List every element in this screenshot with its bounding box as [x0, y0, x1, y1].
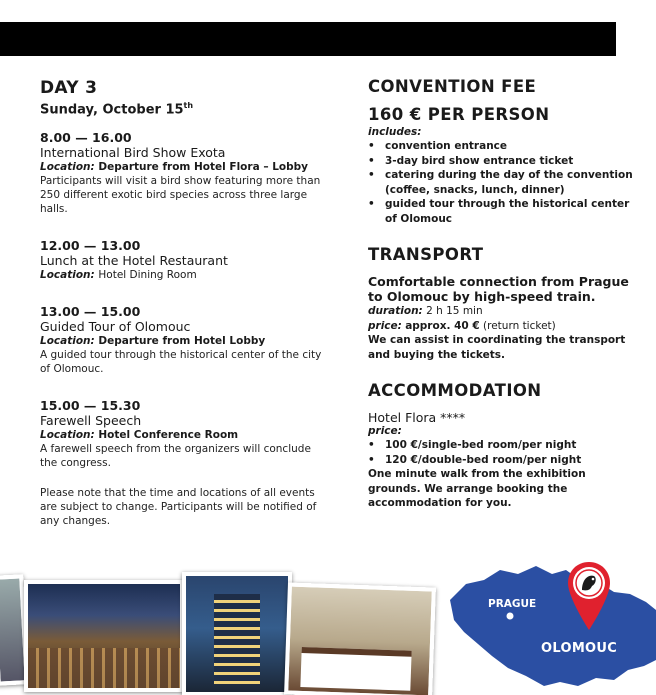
event-location: Location: Hotel Dining Room	[40, 269, 197, 282]
transport-heading: TRANSPORT	[368, 245, 484, 264]
event-title: International Bird Show Exota	[40, 145, 226, 161]
hotel-building-photo	[182, 572, 292, 695]
event-time: 15.00 — 15.30	[40, 398, 141, 414]
event-location: Location: Departure from Hotel Lobby	[40, 335, 266, 348]
accommodation-heading: ACCOMMODATION	[368, 381, 542, 400]
event-title: Farewell Speech	[40, 413, 142, 429]
list-item: • convention entrance	[368, 139, 638, 154]
day-date: Sunday, October 15th	[40, 101, 194, 118]
event-title: Guided Tour of Olomouc	[40, 319, 191, 335]
room-price-list	[368, 438, 638, 467]
event-item	[40, 304, 330, 376]
map-label-olomouc: OLOMOUC	[541, 641, 618, 656]
list-item: • 100 €/single-bed room/per night	[368, 438, 638, 453]
header-bar	[0, 22, 616, 56]
schedule-column	[40, 78, 330, 528]
fee-includes-label: includes:	[368, 126, 422, 138]
prague-dot	[507, 613, 514, 620]
transport-lead: Comfortable connection from Prague to Olomouc by high-speed train.	[368, 274, 629, 304]
fee-includes-list	[368, 139, 638, 226]
map-label-prague: PRAGUE	[488, 598, 537, 610]
day-title: DAY 3	[40, 78, 98, 98]
olomouc-square-photo	[24, 580, 184, 692]
event-description: Participants will visit a bird show featuring more than 250 different exotic bird species across three large halls.	[40, 175, 321, 216]
transport-duration: duration: 2 h 15 min	[368, 305, 483, 317]
list-item: • 3-day bird show entrance ticket	[368, 154, 638, 169]
hotel-room-photo	[284, 582, 436, 695]
list-item: • guided tour through the historical center of Olomouc	[368, 197, 638, 226]
transport-price: price: approx. 40 € (return ticket)	[368, 319, 556, 332]
event-location: Location: Departure from Hotel Flora – Lobby	[40, 161, 309, 174]
event-time: 8.00 — 16.00	[40, 130, 132, 146]
event-item	[40, 130, 330, 216]
event-location: Location: Hotel Conference Room	[40, 429, 239, 442]
czech-map	[448, 540, 656, 695]
accommodation-price-label: price:	[368, 425, 402, 437]
transport-section	[368, 244, 638, 362]
event-time: 13.00 — 15.00	[40, 304, 141, 320]
event-time: 12.00 — 13.00	[40, 238, 141, 254]
list-item: • 120 €/double-bed room/per night	[368, 453, 638, 468]
event-item	[40, 398, 330, 470]
country-shape	[450, 566, 656, 686]
fee-price: 160 € PER PERSON	[368, 105, 550, 124]
hotel-name: Hotel Flora ****	[368, 410, 466, 425]
list-item: • catering during the day of the convention (coffee, snacks, lunch, dinner)	[368, 168, 638, 197]
event-item	[40, 238, 330, 282]
event-title: Lunch at the Hotel Restaurant	[40, 253, 228, 269]
accommodation-section	[368, 380, 638, 511]
fee-section	[368, 76, 638, 226]
fee-heading: CONVENTION FEE	[368, 77, 537, 96]
accommodation-note: One minute walk from the exhibition grounds. We arrange booking the accommodation for you.	[368, 468, 586, 509]
event-description: A farewell speech from the organizers will conclude the congress.	[40, 443, 311, 470]
bed-detail	[300, 647, 411, 691]
event-description: A guided tour through the historical center of the city of Olomouc.	[40, 349, 322, 376]
building-detail	[214, 594, 260, 684]
square-detail	[28, 648, 180, 688]
schedule-note: Please note that the time and locations of all events are subject to change. Participants will be notified of any changes.	[40, 487, 317, 528]
transport-assist: We can assist in coordinating the transport and buying the tickets.	[368, 334, 626, 361]
location-pin-icon	[566, 560, 612, 632]
info-column	[368, 76, 638, 529]
